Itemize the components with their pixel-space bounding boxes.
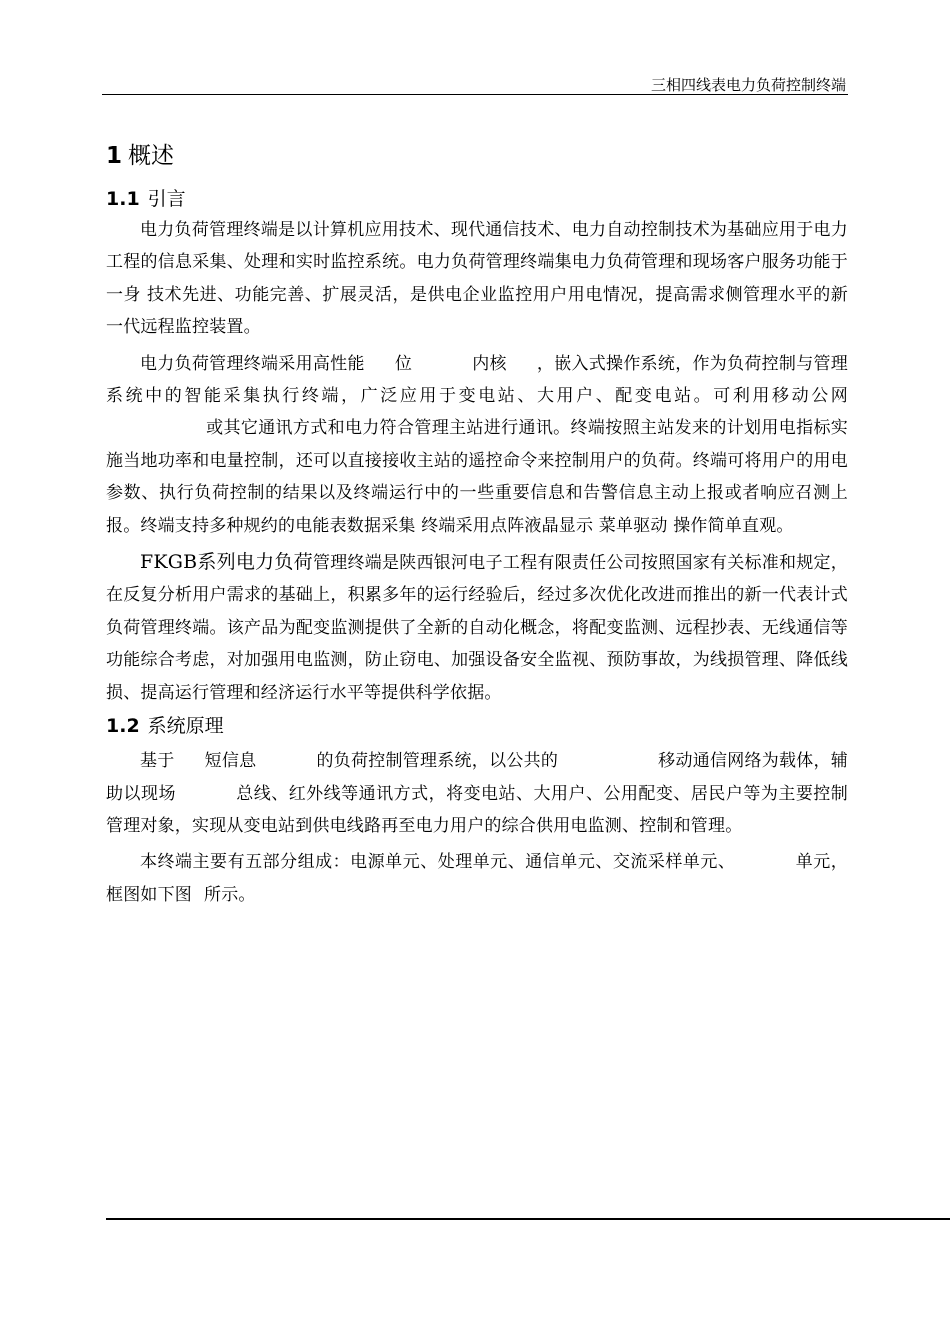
footer-rule [106,1218,950,1220]
subsection-heading-introduction [106,184,848,214]
subsection-number: 1.1 [106,188,140,210]
intro-paragraph-3 [106,546,848,709]
principle-paragraph-2 [106,846,848,911]
section-title: 概述 [128,143,175,169]
product-series-lead: FKGB系列电力负荷 [140,551,313,574]
intro-p2-part-e: 或其它通讯方式和电力符合管理主站进行通讯。终端按照主站发来的计划用电指标实施当地功率和电量控制，还可以直接接收主站的遥控命令来控制用户的负荷。终端可将用户的用电参数、执行负荷控制的结果以及终端运行中的一些重要信息和告警信息主动上报或者响应召测上报。终端支持多种规约的电能表数据采集 终端采用点阵液晶显示 菜单驱动 操作简单直观。 [106,418,848,536]
subsection-title: 引言 [147,188,186,210]
document-body [106,140,848,911]
principle-p2-part-c: 所示。 [204,884,256,905]
intro-p2-part-d: ，嵌入式操作系统，作为负荷控制与管理系统中的智能采集执行终端，广泛应用于变电站、大用户、配变电站。可利用移动公网 [106,353,848,407]
principle-p2-part-b: 单元，框图如下图 [106,852,848,905]
principle-p1-part-d: 移动通信网络为载体，辅助以现场 [106,751,849,804]
principle-p1-part-e: 总线、红外线等通讯方式，将变电站、大用户、公用配变、居民户等为主要控制管理对象，实现从变电站到供电线路再至电力用户的综合供用电监测、控制和管理。 [106,783,848,836]
intro-p2-part-b: 位 [394,353,413,374]
principle-paragraph-1 [106,745,848,842]
header-rule [102,94,848,95]
principle-p1-part-b: 短信息 [204,751,257,772]
subsection-heading-system-principle [106,711,848,741]
page-header-title: 三相四线表电力负荷控制终端 [650,76,846,94]
intro-paragraph-2 [106,348,848,542]
intro-p3-rest: 管理终端是陕西银河电子工程有限责任公司按照国家有关标准和规定，在反复分析用户需求的基础上，积累多年的运行经验后，经过多次优化改进而推出的新一代表计式负荷管理终端。该产品为配变监测提供了全新的自动化概念，将配变监测、远程抄表、无线通信等功能综合考虑，对加强用电监测，防止窃电、加强设备安全监视、预防事故，为线损管理、降低线损、提高运行管理和经济运行水平等提供科学依据。 [106,553,848,703]
section-heading-overview [106,140,848,172]
section-number: 1 [106,143,123,169]
intro-p2-part-a: 电力负荷管理终端采用高性能 [140,353,365,374]
principle-p2-part-a: 本终端主要有五部分组成：电源单元、处理单元、通信单元、交流采样单元、 [140,852,736,873]
principle-p1-part-c: 的负荷控制管理系统，以公共的 [316,751,559,772]
subsection-title: 系统原理 [147,715,224,738]
intro-p2-part-c: 内核 [472,353,507,374]
principle-p1-part-a: 基于 [140,751,175,772]
intro-paragraph-1: 电力负荷管理终端是以计算机应用技术、现代通信技术、电力自动控制技术为基础应用于电力工程的信息采集、处理和实时监控系统。电力负荷管理终端集电力负荷管理和现场客户服务功能于一身 技术先进、功能完善、扩展灵活，是供电企业监控用户用电情况，提高需求侧管理水平的新一代远程监控装置。 [106,220,848,338]
subsection-number: 1.2 [106,715,140,738]
